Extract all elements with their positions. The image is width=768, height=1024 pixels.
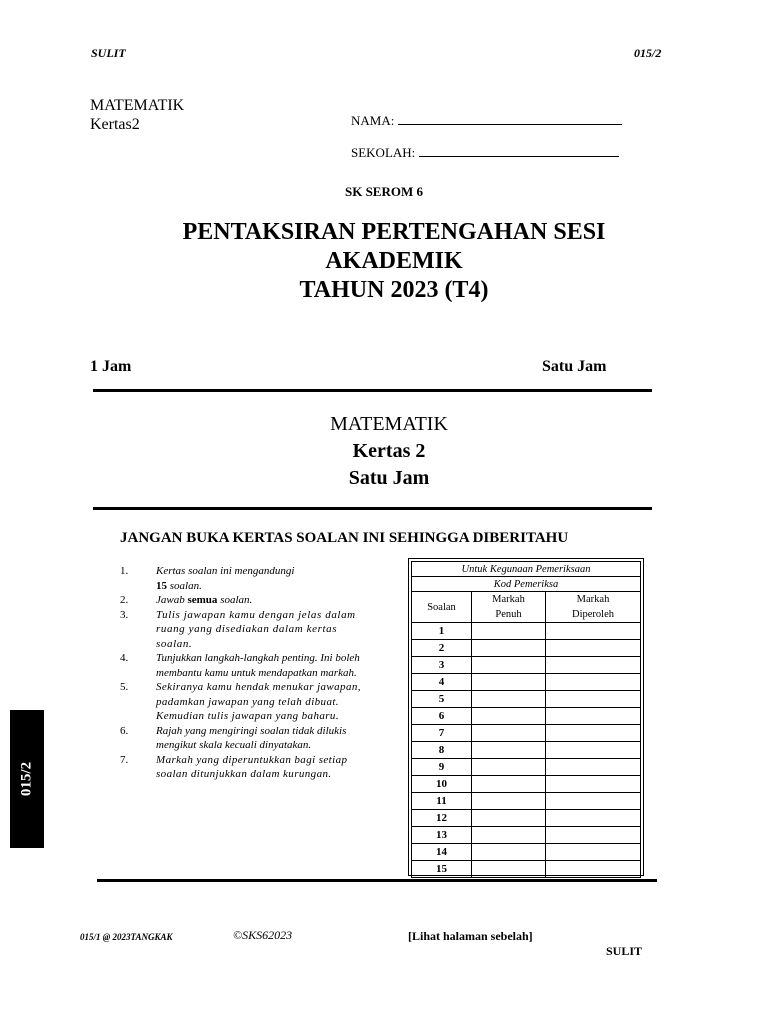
obtained-marks-cell[interactable]: [546, 708, 641, 725]
instructions-list: [120, 564, 374, 782]
full-marks-cell[interactable]: [472, 640, 546, 657]
obtained-marks-cell[interactable]: [546, 776, 641, 793]
question-number: 9: [412, 759, 472, 776]
obtained-marks-cell[interactable]: [546, 861, 641, 878]
full-marks-cell[interactable]: [472, 810, 546, 827]
question-number: 11: [412, 793, 472, 810]
question-number: 1: [412, 623, 472, 640]
table-heading-code: Kod Pemeriksa: [412, 577, 641, 592]
obtained-marks-cell[interactable]: [546, 640, 641, 657]
paper-number: Kertas2: [90, 116, 140, 133]
obtained-marks-cell[interactable]: [546, 793, 641, 810]
table-row: [412, 793, 641, 810]
question-number: 15: [412, 861, 472, 878]
subtitle-line-1: MATEMATIK: [330, 413, 448, 435]
name-field[interactable]: [351, 113, 622, 129]
full-marks-cell[interactable]: [472, 759, 546, 776]
divider-bottom: [97, 879, 657, 882]
col-obtained-marks-header: Markah Diperoleh: [546, 592, 641, 623]
table-row: [412, 708, 641, 725]
subject-name: MATEMATIK: [90, 97, 185, 114]
full-marks-cell[interactable]: [472, 674, 546, 691]
full-marks-cell[interactable]: [472, 861, 546, 878]
footer-next-page: [Lihat halaman sebelah]: [408, 929, 533, 943]
warning-text: JANGAN BUKA KERTAS SOALAN INI SEHINGGA DIBERITAHU: [120, 530, 569, 546]
duration-right: Satu Jam: [542, 358, 607, 375]
subtitle-line-3: Satu Jam: [348, 467, 430, 489]
table-row: [412, 691, 641, 708]
table-row: [412, 776, 641, 793]
duration-left: 1 Jam: [90, 358, 132, 375]
full-marks-cell[interactable]: [472, 657, 546, 674]
obtained-marks-cell[interactable]: [546, 810, 641, 827]
title-line-3: TAHUN 2023 (T4): [299, 277, 489, 303]
question-number: 10: [412, 776, 472, 793]
obtained-marks-cell[interactable]: [546, 759, 641, 776]
instruction-item: 2. Jawab semua soalan.: [120, 594, 253, 606]
instruction-item: 3. Tulis jawapan kamu dengan jelas dalam ruang yang disediakan dalam kertas soalan.: [120, 608, 356, 650]
table-row: [412, 810, 641, 827]
question-number: 4: [412, 674, 472, 691]
title-line-2: AKADEMIK: [325, 248, 463, 274]
examiner-table: [408, 558, 644, 876]
obtained-marks-cell[interactable]: [546, 742, 641, 759]
table-row: [412, 657, 641, 674]
full-marks-cell[interactable]: [472, 725, 546, 742]
full-marks-cell[interactable]: [472, 708, 546, 725]
full-marks-cell[interactable]: [472, 776, 546, 793]
instruction-item: 4. Tunjukkan langkah-langkah penting. Ini boleh membantu kamu untuk mendapatkan markah.: [120, 652, 360, 679]
full-marks-cell[interactable]: [472, 742, 546, 759]
instruction-item: 1. Kertas soalan ini mengandungi 15 soalan.: [120, 565, 295, 592]
school-name: SK SEROM 6: [344, 184, 423, 199]
col-full-marks-header: Markah Penuh: [472, 592, 546, 623]
table-row: [412, 623, 641, 640]
school-line[interactable]: [419, 156, 619, 157]
instruction-item: 6. Rajah yang mengiringi soalan tidak dilukis mengikut skala kecuali dinyatakan.: [120, 724, 347, 751]
header-classification: SULIT: [91, 46, 126, 60]
full-marks-cell[interactable]: [472, 623, 546, 640]
instruction-item: 7. Markah yang diperuntukkan bagi setiap soalan ditunjukkan dalam kurungan.: [120, 753, 348, 780]
divider-middle: [93, 507, 652, 510]
table-row: [412, 674, 641, 691]
table-row: [412, 844, 641, 861]
obtained-marks-cell[interactable]: [546, 674, 641, 691]
full-marks-cell[interactable]: [472, 827, 546, 844]
question-number: 14: [412, 844, 472, 861]
side-paper-code-tab: [10, 710, 44, 848]
paper-subtitle: [0, 411, 768, 492]
header-paper-code: 015/2: [634, 46, 662, 60]
full-marks-cell[interactable]: [472, 844, 546, 861]
obtained-marks-cell[interactable]: [546, 827, 641, 844]
examiner-grid: [411, 561, 641, 878]
school-field[interactable]: [351, 145, 619, 161]
obtained-marks-cell[interactable]: [546, 691, 641, 708]
footer-code: 015/1 @ 2023TANGKAK: [80, 932, 173, 942]
full-marks-cell[interactable]: [472, 793, 546, 810]
exam-title: [0, 218, 768, 305]
question-number: 2: [412, 640, 472, 657]
table-row: [412, 742, 641, 759]
col-question-header: Soalan: [412, 592, 472, 623]
divider-top: [93, 389, 652, 392]
question-number: 8: [412, 742, 472, 759]
name-line[interactable]: [398, 124, 622, 125]
table-row: [412, 861, 641, 878]
obtained-marks-cell[interactable]: [546, 725, 641, 742]
table-heading-use: Untuk Kegunaan Pemeriksaan: [412, 562, 641, 577]
table-row: [412, 725, 641, 742]
obtained-marks-cell[interactable]: [546, 844, 641, 861]
footer-copyright: ©SKS62023: [233, 928, 293, 942]
obtained-marks-cell[interactable]: [546, 657, 641, 674]
question-number: 3: [412, 657, 472, 674]
name-label: NAMA:: [351, 113, 395, 128]
title-line-1: PENTAKSIRAN PERTENGAHAN SESI: [182, 219, 606, 245]
subject-block: [90, 96, 184, 134]
table-row: [412, 827, 641, 844]
school-label: SEKOLAH:: [351, 145, 416, 160]
side-paper-code: 015/2: [18, 761, 35, 797]
table-row: [412, 640, 641, 657]
instruction-item: 5. Sekiranya kamu hendak menukar jawapan, padamkan jawapan yang telah dibuat. Kemudian tulis jawapan yang baharu.: [120, 681, 361, 722]
question-number: 5: [412, 691, 472, 708]
subtitle-line-2: Kertas 2: [352, 440, 426, 462]
full-marks-cell[interactable]: [472, 691, 546, 708]
question-number: 6: [412, 708, 472, 725]
obtained-marks-cell[interactable]: [546, 623, 641, 640]
question-number: 12: [412, 810, 472, 827]
footer-classification: SULIT: [606, 944, 643, 958]
table-row: [412, 759, 641, 776]
question-number: 7: [412, 725, 472, 742]
question-number: 13: [412, 827, 472, 844]
